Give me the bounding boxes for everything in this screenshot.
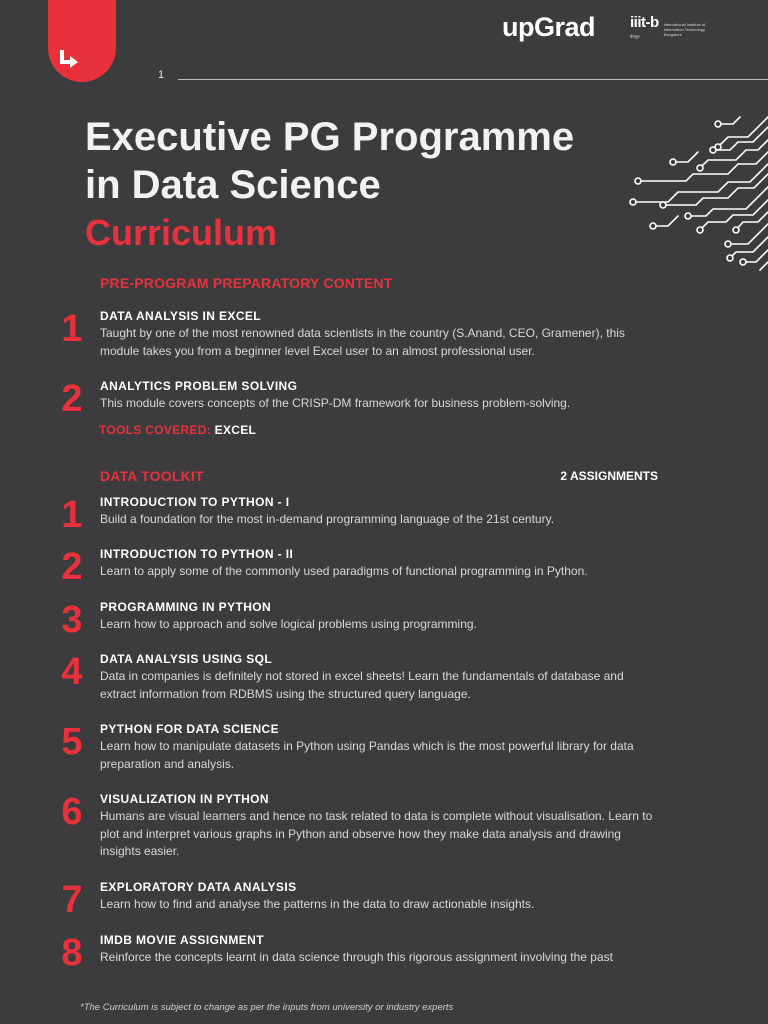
module-number: 2	[61, 546, 83, 588]
tools-covered	[99, 423, 256, 437]
module-number: 1	[61, 308, 83, 350]
module-title: EXPLORATORY DATA ANALYSIS	[100, 880, 297, 894]
module-title: INTRODUCTION TO PYTHON - II	[100, 547, 294, 561]
module-title: VISUALIZATION IN PYTHON	[100, 792, 269, 806]
module-title: PROGRAMMING IN PYTHON	[100, 600, 272, 614]
tools-label: TOOLS COVERED:	[99, 423, 211, 437]
page-number: 1	[158, 69, 165, 81]
tools-value: EXCEL	[214, 423, 257, 437]
page-subtitle: Curriculum	[85, 212, 278, 253]
module-description: Humans are visual learners and hence no task related to data is complete without visualisation. Learn to plot and interpret various graphs in Python and observe how they make data analysis and drawing insights easier.	[100, 809, 653, 858]
title-line-2: in Data Science	[85, 163, 381, 207]
iiitb-logo	[630, 14, 714, 40]
module-number: 8	[61, 932, 83, 974]
module-number: 3	[61, 599, 83, 641]
arrow-icon	[58, 48, 82, 68]
module-number: 6	[61, 791, 83, 833]
module-description: Learn to apply some of the commonly used paradigms of functional programming in Python.	[100, 564, 588, 578]
module-number: 2	[61, 378, 83, 420]
module-description: Learn how to find and analyse the patterns in the data to draw actionable insights.	[100, 897, 535, 911]
preprogram-heading: PRE-PROGRAM PREPARATORY CONTENT	[100, 275, 393, 291]
footnote: *The Curriculum is subject to change as per the inputs from university or industry experts	[80, 1002, 454, 1013]
module-number: 1	[61, 494, 83, 536]
page-title	[85, 113, 574, 209]
module-title: IMDB MOVIE ASSIGNMENT	[100, 933, 264, 947]
iiitb-name: International Institute of Information Technology Bangalore	[663, 22, 706, 37]
module-title: DATA ANALYSIS USING SQL	[100, 652, 273, 666]
header-divider	[178, 79, 768, 80]
module-description: Learn how to manipulate datasets in Python using Pandas which is the most powerful library for data preparation and analysis.	[100, 739, 634, 771]
module-description: Build a foundation for the most in-demand programming language of the 21st century.	[100, 512, 555, 526]
iiitb-sub: बेंगलूरु	[630, 34, 640, 39]
module-number: 4	[61, 651, 83, 693]
title-line-1: Executive PG Programme	[85, 115, 575, 159]
module-description: Learn how to approach and solve logical problems using programming.	[100, 617, 477, 631]
module-title: DATA ANALYSIS IN EXCEL	[100, 309, 262, 323]
module-description: This module covers concepts of the CRISP-DM framework for business problem-solving.	[100, 396, 571, 410]
module-number: 7	[61, 879, 83, 921]
circuit-illustration	[618, 112, 768, 282]
module-description: Taught by one of the most renowned data scientists in the country (S.Anand, CEO, Gramener), this module takes you from a beginner level Excel user to an almost professional user.	[100, 326, 625, 358]
module-title: ANALYTICS PROBLEM SOLVING	[100, 379, 298, 393]
module-description: Data in companies is definitely not stored in excel sheets! Learn the fundamentals of database and extract information from RDBMS using the structured query language.	[100, 669, 624, 701]
iiitb-mark: iiit-b	[630, 14, 659, 31]
module-title: INTRODUCTION TO PYTHON - I	[100, 495, 290, 509]
module-description: Reinforce the concepts learnt in data science through this rigorous assignment involving the past	[100, 950, 613, 964]
toolkit-heading: DATA TOOLKIT	[100, 468, 204, 484]
assignments-count: 2 ASSIGNMENTS	[560, 469, 658, 483]
upgrad-logo: upGrad	[502, 12, 596, 42]
brand-corner-tab	[48, 0, 116, 82]
module-number: 5	[61, 721, 83, 763]
module-title: PYTHON FOR DATA SCIENCE	[100, 722, 279, 736]
